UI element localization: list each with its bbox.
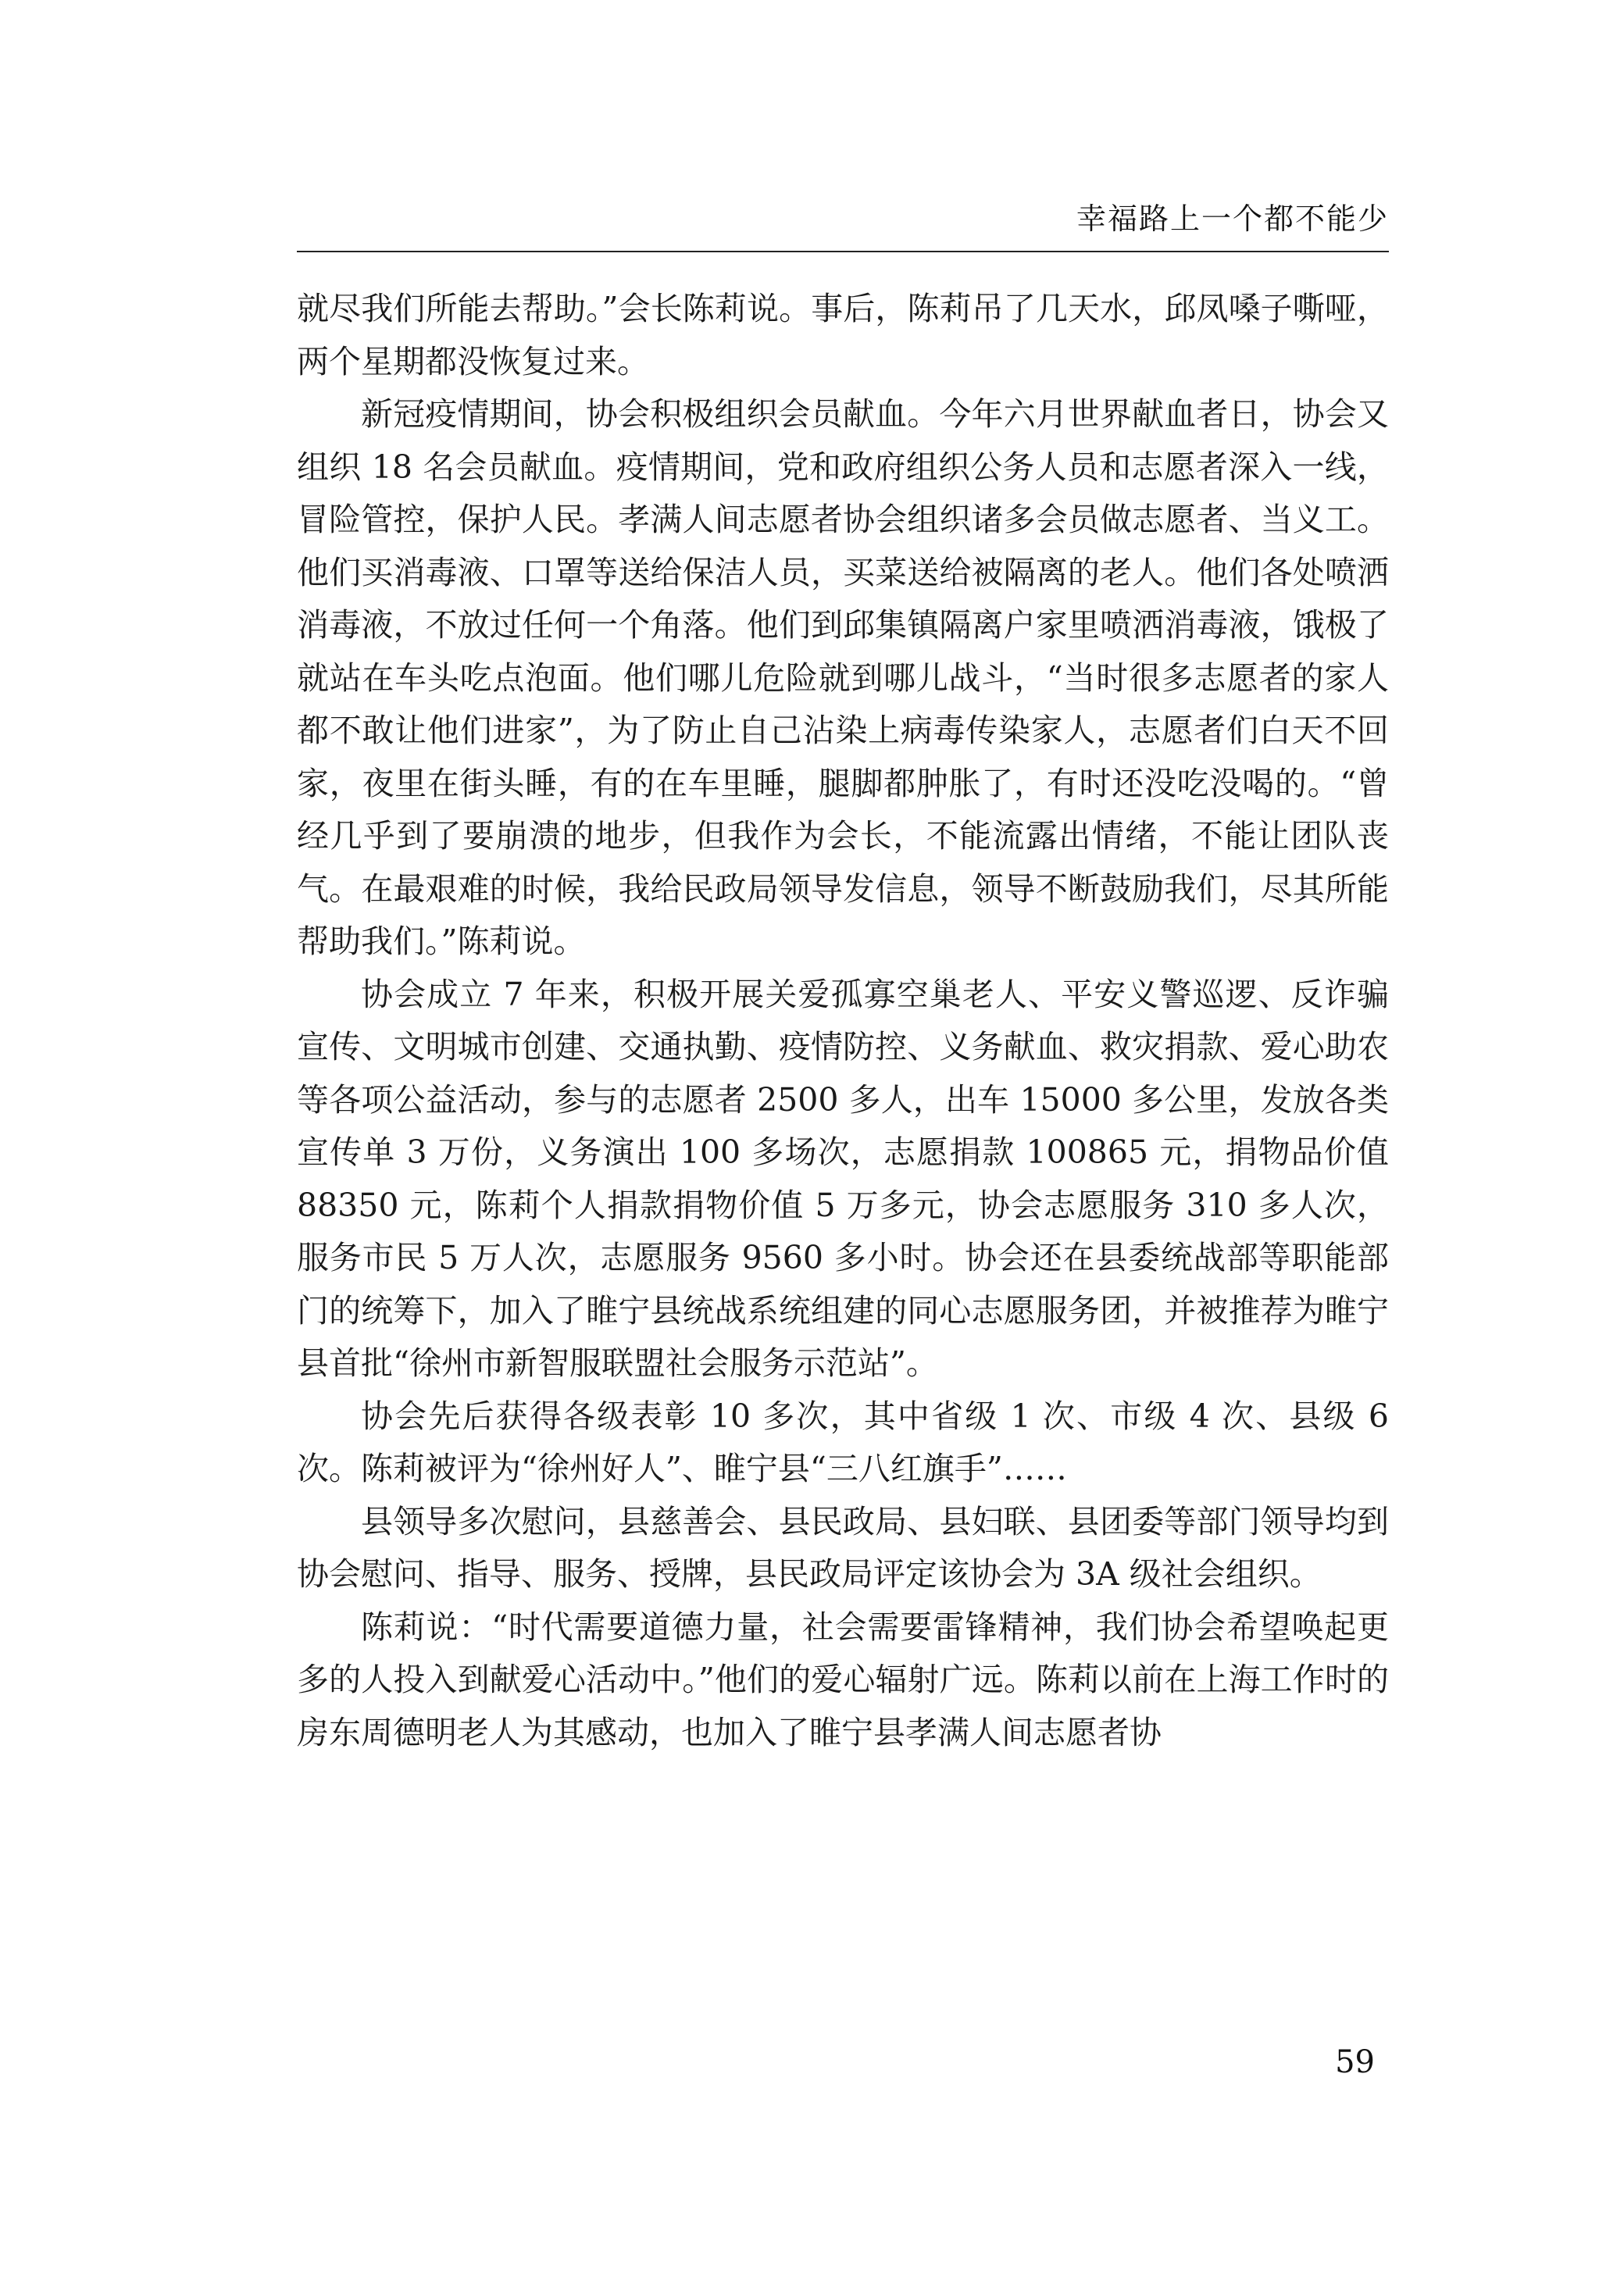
paragraph-2: 新冠疫情期间，协会积极组织会员献血。今年六月世界献血者日，协会又组织 18 名会员献血。疫情期间，党和政府组织公务人员和志愿者深入一线，冒险管控，保护人民。孝满人间志愿者协会组织诸多会员做志愿者、当义工。他们买消毒液、口罩等送给保洁人员，买菜送给被隔离的老人。他们各处喷洒消毒液，不放过任何一个角落。他们到邱集镇隔离户家里喷洒消毒液，饿极了就站在车头吃点泡面。他们哪儿危险就到哪儿战斗，“当时很多志愿者的家人都不敢让他们进家”，为了防止自己沾染上病毒传染家人，志愿者们白天不回家，夜里在街头睡，有的在车里睡，腿脚都肿胀了，有时还没吃没喝的。“曾经几乎到了要崩溃的地步，但我作为会长，不能流露出情绪，不能让团队丧气。在最艰难的时候，我给民政局领导发信息，领导不断鼓励我们，尽其所能帮助我们。”陈莉说。: [297, 395, 1389, 960]
page-number: 59: [1335, 2044, 1375, 2080]
body-text: [297, 283, 1389, 1759]
paragraph-1: 就尽我们所能去帮助。”会长陈莉说。事后，陈莉吊了几天水，邱凤嗓子嘶哑，两个星期都没恢复过来。: [297, 290, 1389, 380]
running-header-title: 幸福路上一个都不能少: [1076, 202, 1389, 236]
header-divider: [297, 251, 1389, 252]
paragraph-3: 协会成立 7 年来，积极开展关爱孤寡空巢老人、平安义警巡逻、反诈骗宣传、文明城市创建、交通执勤、疫情防控、义务献血、救灾捐款、爱心助农等各项公益活动，参与的志愿者 2500 多人，出车 15000 多公里，发放各类宣传单 3 万份，义务演出 100 多场次，志愿捐款 100865 元，捐物品价值 88350 元，陈莉个人捐款捐物价值 5 万多元，协会志愿服务 310 多人次，服务市民 5 万人次，志愿服务 9560 多小时。协会还在县委统战部等职能部门的统筹下，加入了睢宁县统战系统组建的同心志愿服务团，并被推荐为睢宁县首批“徐州市新智服联盟社会服务示范站”。: [297, 975, 1389, 1382]
paragraph-5: 县领导多次慰问，县慈善会、县民政局、县妇联、县团委等部门领导均到协会慰问、指导、服务、授牌，县民政局评定该协会为 3A 级社会组织。: [297, 1502, 1389, 1593]
paragraph-4: 协会先后获得各级表彰 10 多次，其中省级 1 次、市级 4 次、县级 6 次。陈莉被评为“徐州好人”、睢宁县“三八红旗手”……: [297, 1397, 1389, 1487]
paragraph-6: 陈莉说：“时代需要道德力量，社会需要雷锋精神，我们协会希望唤起更多的人投入到献爱心活动中。”他们的爱心辐射广远。陈莉以前在上海工作时的房东周德明老人为其感动，也加入了睢宁县孝满人间志愿者协: [297, 1608, 1389, 1751]
